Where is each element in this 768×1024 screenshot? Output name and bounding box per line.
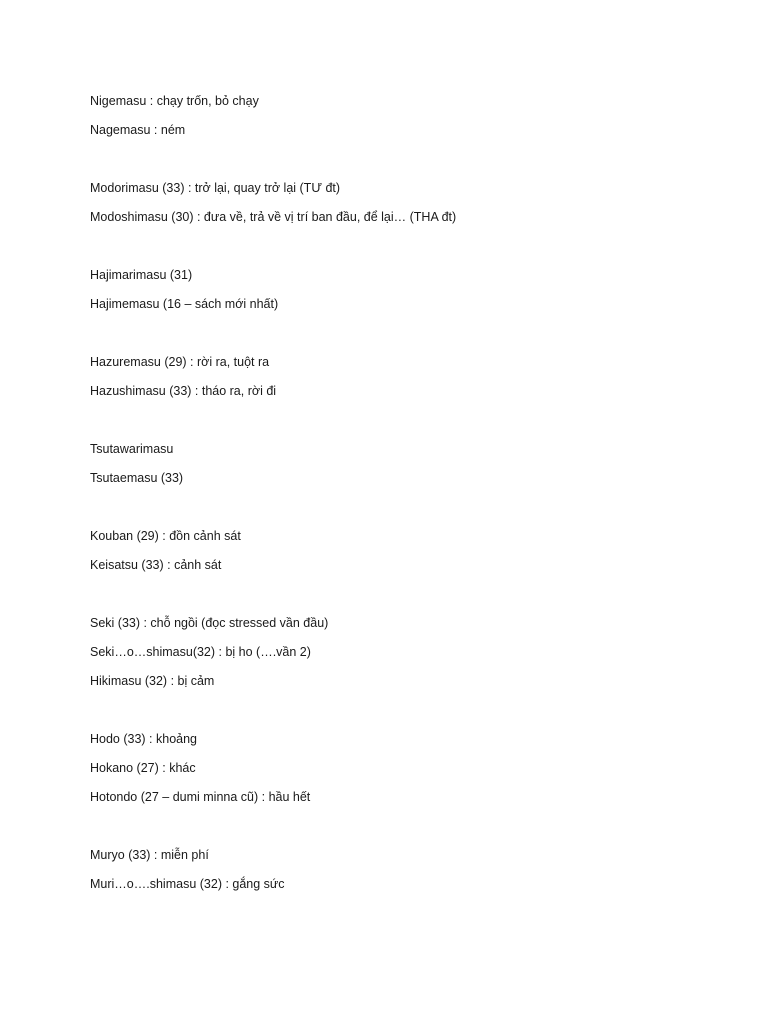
text-line: Hokano (27) : khác xyxy=(90,761,196,775)
blank-line xyxy=(90,411,710,429)
blank-line xyxy=(90,701,710,719)
vocabulary-list xyxy=(90,92,710,904)
text-line: Keisatsu (33) : cảnh sát xyxy=(90,558,222,572)
text-line: Hodo (33) : khoảng xyxy=(90,732,198,746)
text-line: Muryo (33) : miễn phí xyxy=(90,848,209,862)
text-line: Kouban (29) : đồn cảnh sát xyxy=(90,529,241,543)
blank-line xyxy=(90,237,710,255)
text-line: Seki…o…shimasu(32) : bị ho (….vần 2) xyxy=(90,645,311,659)
blank-line xyxy=(90,324,710,342)
text-line: Tsutawarimasu xyxy=(90,442,174,456)
text-line: Tsutaemasu (33) xyxy=(90,471,184,485)
text-line: Hajimemasu (16 – sách mới nhất) xyxy=(90,297,279,311)
text-line: Muri…o….shimasu (32) : gắng sức xyxy=(90,877,285,891)
text-line: Hazushimasu (33) : tháo ra, rời đi xyxy=(90,384,277,398)
text-line: Hikimasu (32) : bị cảm xyxy=(90,674,215,688)
text-line: Nagemasu : ném xyxy=(90,123,186,137)
text-line: Seki (33) : chỗ ngồi (đọc stressed vần đầu) xyxy=(90,616,329,630)
blank-line xyxy=(90,498,710,516)
blank-line xyxy=(90,817,710,835)
text-line: Modoshimasu (30) : đưa về, trả về vị trí ban đầu, để lại… (THA đt) xyxy=(90,210,457,224)
text-line: Modorimasu (33) : trở lại, quay trở lại (TƯ đt) xyxy=(90,181,341,195)
blank-line xyxy=(90,585,710,603)
text-line: Hazuremasu (29) : rời ra, tuột ra xyxy=(90,355,270,369)
text-line: Hotondo (27 – dumi minna cũ) : hầu hết xyxy=(90,790,311,804)
text-line: Hajimarimasu (31) xyxy=(90,268,193,282)
text-line: Nigemasu : chạy trốn, bỏ chạy xyxy=(90,94,259,108)
blank-line xyxy=(90,150,710,168)
